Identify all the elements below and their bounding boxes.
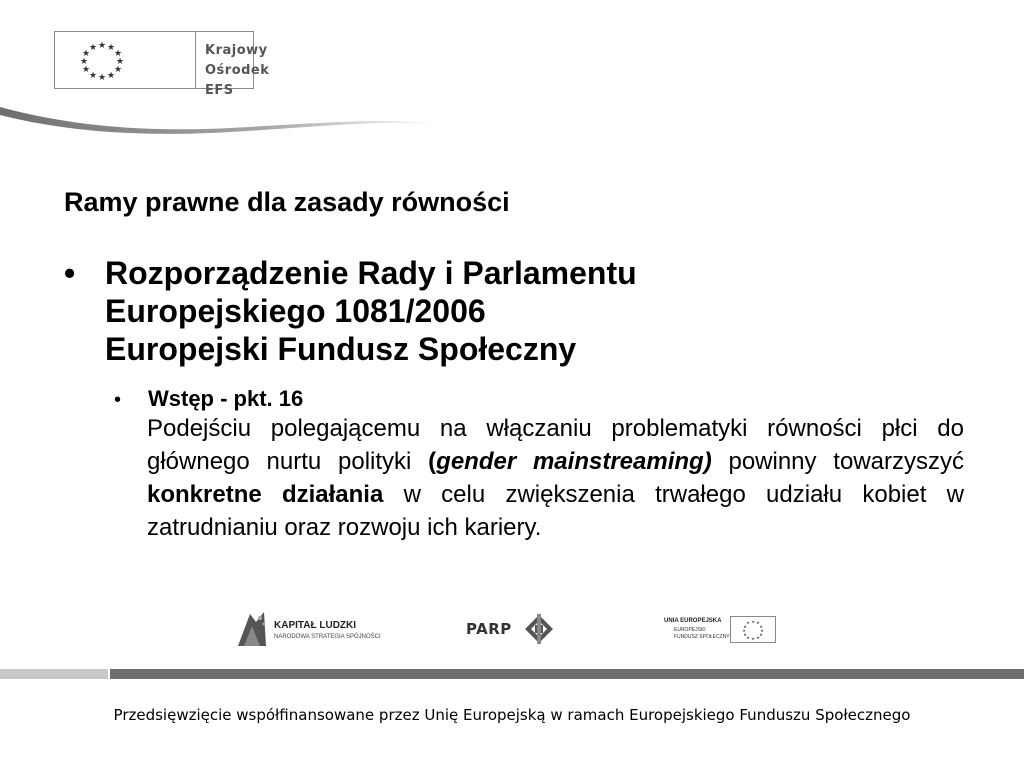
svg-text:★: ★ <box>88 71 98 81</box>
svg-text:★: ★ <box>760 628 764 633</box>
svg-text:★: ★ <box>97 73 107 83</box>
kapital-ludzki-label: KAPITAŁ LUDZKI <box>274 620 357 631</box>
para-bold-term: konkretne działania <box>147 481 384 508</box>
bullet-marker: • <box>64 255 76 291</box>
svg-text:★: ★ <box>79 57 89 67</box>
regulation-line-1: Rozporządzenie Rady i Parlamentu <box>105 255 637 291</box>
svg-text:★: ★ <box>81 65 91 75</box>
para-text-b: powinny towarzyszyć <box>711 448 964 475</box>
kapital-ludzki-logo <box>234 608 394 648</box>
footer-bar-light <box>0 669 108 679</box>
sub-bullet-heading: Wstęp - pkt. 16 <box>148 386 304 411</box>
svg-text:★: ★ <box>742 628 746 633</box>
kapital-ludzki-icon <box>234 608 270 648</box>
svg-text:★: ★ <box>751 636 755 641</box>
svg-text:★: ★ <box>759 632 763 637</box>
svg-text:★: ★ <box>88 43 98 53</box>
svg-text:★: ★ <box>113 49 123 59</box>
ue-flag-icon <box>730 616 776 643</box>
footer-cofinancing-text: Przedsięwzięcie współfinansowane przez Unię Europejską w ramach Europejskiego Funduszu Społecznego <box>113 706 911 724</box>
svg-text:★: ★ <box>743 624 747 629</box>
svg-text:★: ★ <box>746 620 750 625</box>
ue-line3: FUNDUSZ SPOŁECZNY <box>674 634 730 640</box>
svg-text:★: ★ <box>751 619 755 624</box>
eu-stars-icon <box>56 33 194 87</box>
slide-title: Ramy prawne dla zasady równości <box>64 187 510 217</box>
svg-text:★: ★ <box>106 43 116 53</box>
svg-text:★: ★ <box>743 632 747 637</box>
logo-text <box>205 41 269 101</box>
logo-line1: Krajowy <box>205 43 268 58</box>
footer-bar-dark <box>110 669 1024 679</box>
para-italic-term: gender mainstreaming) <box>436 448 712 475</box>
parp-logo <box>466 614 566 644</box>
svg-text:★: ★ <box>756 620 760 625</box>
svg-text:★: ★ <box>106 71 116 81</box>
svg-text:★: ★ <box>115 57 125 67</box>
svg-text:★: ★ <box>756 635 760 640</box>
ue-lines <box>674 627 730 641</box>
svg-text:★: ★ <box>97 41 107 51</box>
logo-line2: Ośrodek EFS <box>205 63 270 98</box>
sub-bullet-marker: • <box>114 389 122 411</box>
regulation-line-2: Europejskiego 1081/2006 <box>105 293 486 329</box>
svg-text:★: ★ <box>81 49 91 59</box>
para-paren: ( <box>428 448 437 475</box>
regulation-line-3: Europejski Fundusz Społeczny <box>105 331 577 367</box>
logo-divider <box>195 32 196 88</box>
para-text-a: Podejściu polegającemu na włączaniu problematyki równości płci do głównego nurtu polityki <box>147 415 964 475</box>
unia-europejska-logo <box>660 615 780 645</box>
parp-emblem-icon <box>524 614 554 644</box>
ue-line2: EUROPEJSKI <box>674 627 706 633</box>
krajowy-osrodek-efs-logo <box>54 31 270 98</box>
header-swoosh-decoration <box>0 95 460 140</box>
parp-label: PARP <box>466 620 512 638</box>
ue-stars-icon <box>731 617 775 642</box>
ue-line1: UNIA EUROPEJSKA <box>664 618 722 624</box>
svg-text:★: ★ <box>113 65 123 75</box>
svg-text:★: ★ <box>759 624 763 629</box>
sub-bullet-paragraph <box>147 412 964 544</box>
para-text-c: w celu zwiększenia trwałego udziału kobiet w zatrudnianiu oraz rozwoju ich kariery. <box>147 481 964 541</box>
svg-text:★: ★ <box>746 635 750 640</box>
kapital-ludzki-sub: NARODOWA STRATEGIA SPÓJNOŚCI <box>274 634 381 640</box>
